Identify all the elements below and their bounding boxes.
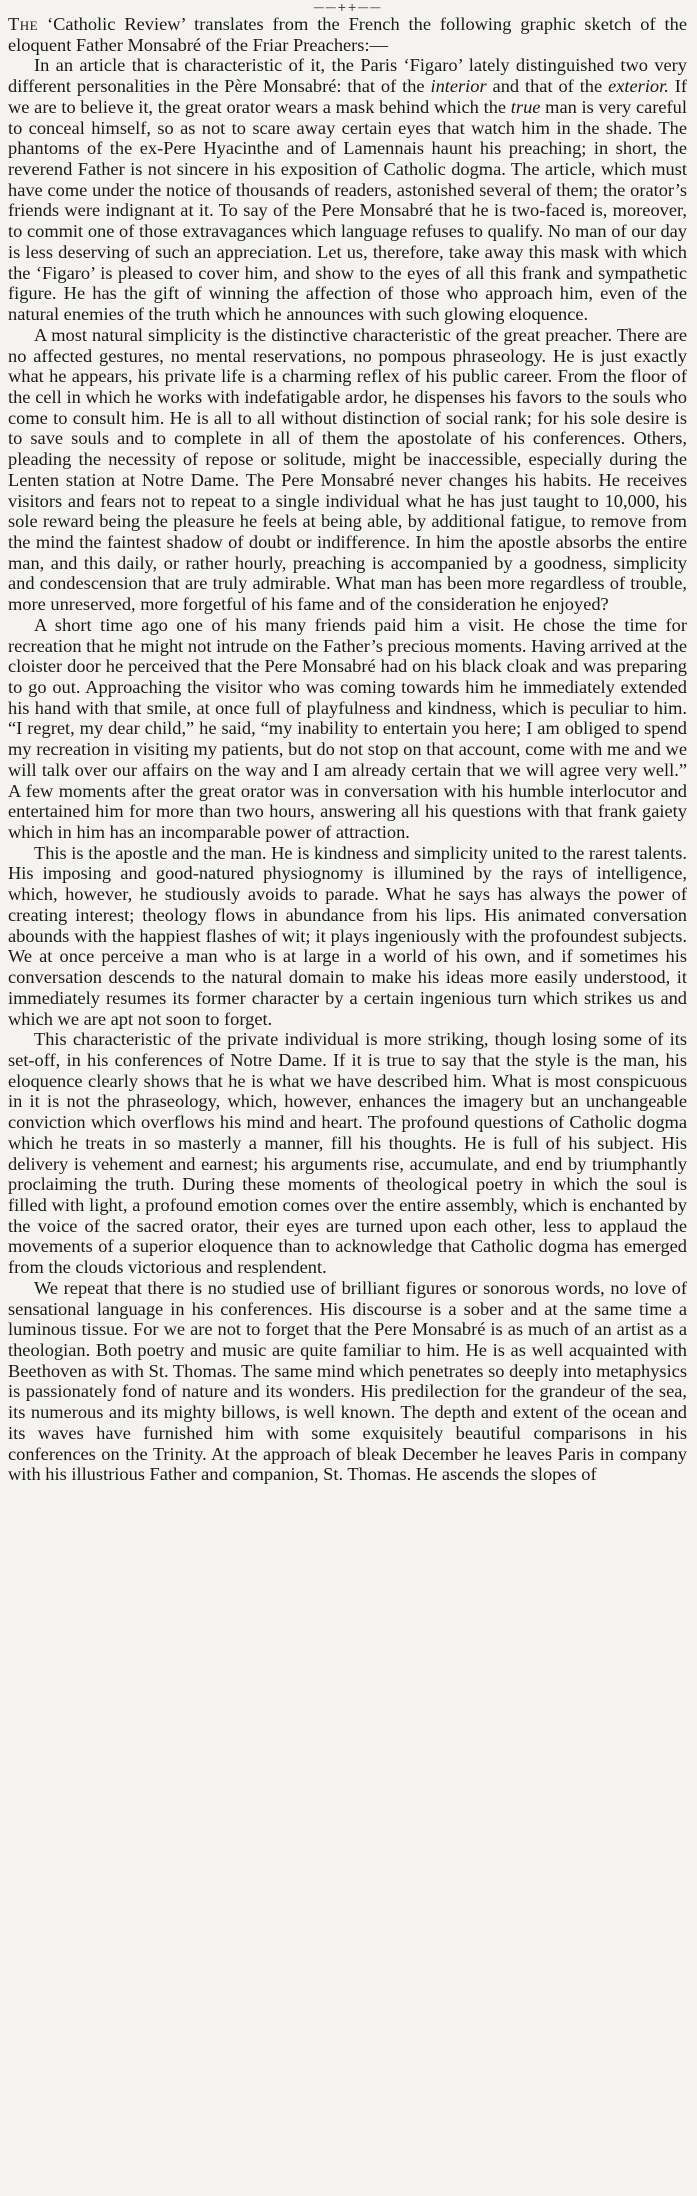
text-run: man is very careful to conceal himself, so as not to scare away certain eyes that watch him in the shade. The phantoms of the ex-Pere Hyacinthe and of Lamennais haunt his preaching; in short, the reverend Father is not sincere in his exposition of Catholic dogma. The article, which must have come under the notice of thousands of readers, astonished several of them; the orator’s friends were indignant at it. To say of the Pere Monsabré that he is two-faced is, moreover, to commit one of those extravagances which language refuses to qualify. No man of our day is less deserving of such an appreciation. Let us, therefore, take away this mask with which the ‘Figaro’ is pleased to cover him, and show to the eyes of all this frank and sympathetic figure. He has the gift of winning the affection of those who approach him, even of the natural enemies of the truth which he announces with such glowing eloquence.	[8, 96, 687, 325]
ornament-rule: ——++——	[313, 1, 382, 14]
text-run: In an article that is characteristic of it, the Paris ‘Figaro’ lately distinguished two very different personalities in the Père Monsabré: that of the	[8, 55, 687, 97]
italic-run: true	[510, 96, 541, 117]
paragraph-3	[8, 615, 687, 843]
intro-text: ‘Catholic Review’ translates from the French the following graphic sketch of the eloquent Father Monsabré of the Friar Preachers:—	[8, 14, 687, 55]
paragraph-2	[8, 325, 687, 615]
intro-first-word: The	[8, 14, 39, 34]
intro-paragraph	[8, 14, 687, 55]
text-run: and that of the	[486, 76, 609, 97]
italic-run: exterior.	[608, 76, 669, 97]
text-run: If we are to believe it, the great orator wears a mask behind which the	[8, 76, 687, 117]
italic-run: interior	[430, 76, 487, 97]
text-run: We repeat that there is no studied use of brilliant figures or sonorous words, no love of sensational language in his conferences. His discourse is a sober and at the same time a luminous tissue. For we are not to forget that the Pere Monsabré is as much of an artist as a theologian. Both poetry and music are quite familiar to him. He is as well acquainted with Beethoven as with St. Thomas. The same mind which penetrates so deeply into metaphysics is passionately fond of nature and its wonders. His predilection for the grandeur of the sea, its numerous and its mighty billows, is well known. The depth and extent of the ocean and its waves have furnished him with some exquisitely beautiful comparisons in his conferences on the Trinity. At the approach of bleak December he leaves Paris in company with his illustrious Father and companion, St. Thomas. He ascends the slopes of	[8, 1277, 687, 1485]
paragraph-6	[8, 1278, 687, 1485]
text-run: This is the apostle and the man. He is kindness and simplicity united to the rarest talents. His imposing and good-natured physiognomy is illumined by the rays of intelligence, which, however, he studiously avoids to parade. What he says has always the power of creating interest; theology flows in abundance from his lips. His animated conversation abounds with the happiest flashes of wit; it plays ingeniously with the profoundest subjects. We at once perceive a man who is at large in a world of his own, and if sometimes his conversation descends to the natural domain to make his ideas more easily understood, it immediately resumes its former character by a certain ingenious turn which strikes us and which we are apt not soon to forget.	[8, 842, 687, 1029]
article-body	[8, 14, 687, 1485]
text-run: A most natural simplicity is the distinctive characteristic of the great preacher. There are no affected gestures, no mental reservations, no pompous phraseology. He is just exactly what he appears, his private life is a charming reflex of his public career. From the floor of the cell in which he works with indefatigable ardor, he dispenses his favors to the souls who come to consult him. He is all to all without distinction of social rank; for his sole desire is to save souls and to complete in all of them the apostolate of his conferences. Others, pleading the necessity of repose or solitude, might be inaccessible, especially during the Lenten station at Notre Dame. The Pere Monsabré never changes his habits. He receives visitors and fears not to repeat to a single individual what he has just taught to 10,000, his sole reward being the pleasure he feels at being able, by additional fatigue, to remove from the mind the faintest shadow of doubt or indifference. In him the apostle absorbs the entire man, and this daily, or rather hourly, preaching is accompanied by a goodness, simplicity and condescension that are truly admirable. What man has been more regardless of trouble, more unreserved, more forgetful of his fame and of the consideration he enjoyed?	[8, 324, 687, 615]
paragraph-4	[8, 843, 687, 1029]
paragraph-1	[8, 55, 687, 324]
text-run: A short time ago one of his many friends paid him a visit. He chose the time for recreation that he might not intrude on the Father’s precious moments. Having arrived at the cloister door he perceived that the Pere Monsabré had on his black cloak and was preparing to go out. Approaching the visitor who was coming towards him he immediately extended his hand with that smile, at once full of playfulness and kindness, which is peculiar to him. “I regret, my dear child,” he said, “my inability to entertain you here; I am obliged to spend my recreation in visiting my patients, but do not stop on that account, come with me and we will talk over our affairs on the way and I am already certain that we will agree very well.” A few moments after the great orator was in conversation with his humble interlocutor and entertained him for more than two hours, answering all his questions with that frank gaiety which in him has an incomparable power of attraction.	[8, 614, 687, 843]
paragraph-5	[8, 1029, 687, 1278]
text-run: This characteristic of the private individual is more striking, though losing some of its set-off, in his conferences of Notre Dame. If it is true to say that the style is the man, his eloquence clearly shows that he is what we have described him. What is most conspicuous in it is not the phraseology, which, however, enhances the imagery but an unchangeable conviction which overflows his mind and heart. The profound questions of Catholic dogma which he treats in so masterly a manner, fill his thoughts. He is full of his subject. His delivery is vehement and earnest; his arguments rise, accumulate, and end by triumphantly proclaiming the truth. During these moments of theological poetry in which the soul is filled with light, a profound emotion comes over the entire assembly, which is enchanted by the voice of the sacred orator, their eyes are turned upon each other, less to applaud the movements of a superior eloquence than to acknowledge that Catholic dogma has emerged from the clouds victorious and resplendent.	[8, 1029, 687, 1278]
